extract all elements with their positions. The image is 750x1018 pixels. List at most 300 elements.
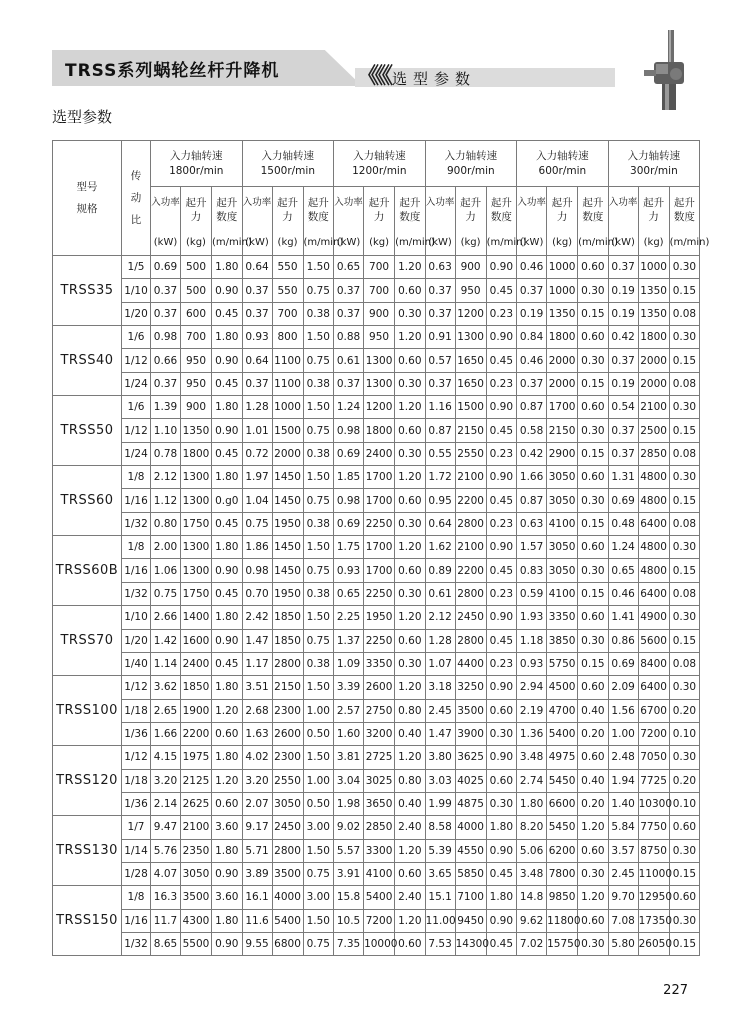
speed-group-label: 入力轴转速: [536, 149, 589, 162]
speed-header: [303, 187, 344, 256]
value-cell: 2400: [181, 652, 212, 675]
value-cell: 1.07: [425, 652, 455, 675]
value-cell: 0.15: [669, 419, 700, 442]
value-cell: 800: [272, 326, 303, 349]
value-cell: 0.95: [425, 489, 455, 512]
value-cell: 11.00: [425, 909, 455, 932]
power-header: [517, 187, 547, 256]
value-cell: 2450: [455, 606, 486, 629]
table-row: [53, 349, 700, 372]
value-cell: 0.60: [578, 536, 609, 559]
value-cell: 2.07: [242, 792, 272, 815]
value-cell: 1.80: [517, 792, 547, 815]
value-cell: 1100: [272, 349, 303, 372]
value-cell: 8750: [638, 839, 669, 862]
value-cell: 0.37: [242, 279, 272, 302]
value-cell: 1.20: [395, 396, 426, 419]
value-cell: 1.80: [486, 886, 517, 909]
value-cell: 7100: [455, 886, 486, 909]
value-cell: 1300: [181, 559, 212, 582]
value-cell: 0.30: [395, 512, 426, 535]
value-cell: 0.90: [486, 536, 517, 559]
value-cell: 700: [364, 279, 395, 302]
speed-header-unit: (m/min): [212, 237, 252, 248]
value-cell: 1.12: [151, 489, 181, 512]
value-cell: 1.39: [151, 396, 181, 419]
value-cell: 0.90: [486, 909, 517, 932]
value-cell: 1.01: [242, 419, 272, 442]
value-cell: 1.20: [578, 816, 609, 839]
value-cell: 1.20: [395, 466, 426, 489]
value-cell: 11800: [547, 909, 578, 932]
ratio-cell: 1/32: [122, 932, 151, 955]
value-cell: 4550: [455, 839, 486, 862]
value-cell: 2.48: [608, 746, 638, 769]
speed-group-header: [151, 141, 243, 187]
value-cell: 3350: [364, 652, 395, 675]
value-cell: 0.60: [669, 816, 700, 839]
value-cell: 0.37: [242, 302, 272, 325]
value-cell: 1.47: [425, 722, 455, 745]
ratio-cell: 1/14: [122, 839, 151, 862]
value-cell: 0.37: [151, 279, 181, 302]
value-cell: 0.75: [303, 862, 334, 885]
power-header-unit: (kW): [153, 237, 178, 248]
value-cell: 17350: [638, 909, 669, 932]
value-cell: 3.48: [517, 862, 547, 885]
value-cell: 3.48: [517, 746, 547, 769]
value-cell: 0.38: [303, 582, 334, 605]
value-cell: 1100: [272, 372, 303, 395]
model-name-cell: TRSS70: [53, 606, 122, 676]
value-cell: 5500: [181, 932, 212, 955]
value-cell: 0.65: [334, 256, 364, 279]
value-cell: 4800: [638, 559, 669, 582]
value-cell: 6400: [638, 676, 669, 699]
value-cell: 1300: [364, 349, 395, 372]
value-cell: 1.50: [303, 396, 334, 419]
table-row: [53, 769, 700, 792]
value-cell: 1700: [547, 396, 578, 419]
value-cell: 1.24: [608, 536, 638, 559]
value-cell: 0.90: [486, 396, 517, 419]
ratio-cell: 1/10: [122, 606, 151, 629]
value-cell: 0.98: [242, 559, 272, 582]
ratio-cell: 1/6: [122, 396, 151, 419]
value-cell: 0.60: [395, 862, 426, 885]
value-cell: 1.50: [303, 676, 334, 699]
speed-header-unit: (m/min): [395, 237, 435, 248]
value-cell: 0.38: [303, 512, 334, 535]
value-cell: 0.30: [395, 372, 426, 395]
value-cell: 1.80: [212, 256, 243, 279]
value-cell: 0.15: [578, 302, 609, 325]
lift-header-unit: (kg): [277, 237, 298, 248]
value-cell: 0.50: [303, 722, 334, 745]
value-cell: 1.94: [608, 769, 638, 792]
value-cell: 1.99: [425, 792, 455, 815]
value-cell: 1.40: [608, 792, 638, 815]
table-row: [53, 816, 700, 839]
model-name-cell: TRSS120: [53, 746, 122, 816]
value-cell: 0.30: [669, 606, 700, 629]
value-cell: 0.30: [578, 932, 609, 955]
value-cell: 1.50: [303, 466, 334, 489]
value-cell: 0.69: [151, 256, 181, 279]
value-cell: 10.5: [334, 909, 364, 932]
value-cell: 0.37: [517, 279, 547, 302]
value-cell: 0.38: [303, 372, 334, 395]
value-cell: 0.15: [578, 442, 609, 465]
value-cell: 0.23: [486, 372, 517, 395]
value-cell: 1.20: [395, 676, 426, 699]
value-cell: 0.58: [517, 419, 547, 442]
value-cell: 0.08: [669, 302, 700, 325]
value-cell: 2.74: [517, 769, 547, 792]
value-cell: 0.30: [578, 279, 609, 302]
value-cell: 1700: [364, 536, 395, 559]
lift-header: [181, 187, 212, 256]
value-cell: 0.69: [608, 489, 638, 512]
model-header: [53, 141, 122, 256]
value-cell: 0.15: [669, 279, 700, 302]
value-cell: 0.61: [425, 582, 455, 605]
value-cell: 700: [181, 326, 212, 349]
value-cell: 0.46: [608, 582, 638, 605]
value-cell: 2350: [181, 839, 212, 862]
speed-header-label: 起升 数度: [582, 197, 604, 223]
table-row: [53, 746, 700, 769]
table-row: [53, 326, 700, 349]
value-cell: 0.20: [578, 792, 609, 815]
value-cell: 0.45: [486, 419, 517, 442]
value-cell: 0.93: [242, 326, 272, 349]
value-cell: 0.87: [425, 419, 455, 442]
value-cell: 0.60: [486, 699, 517, 722]
value-cell: 1450: [272, 489, 303, 512]
value-cell: 1.80: [212, 676, 243, 699]
value-cell: 2150: [547, 419, 578, 442]
lift-header: [455, 187, 486, 256]
value-cell: 0.15: [578, 372, 609, 395]
value-cell: 2850: [638, 442, 669, 465]
value-cell: 2150: [455, 419, 486, 442]
ratio-header: [122, 141, 151, 256]
value-cell: 0.08: [669, 512, 700, 535]
power-header-label: 入功率: [151, 197, 180, 208]
value-cell: 1450: [272, 559, 303, 582]
value-cell: 1.57: [517, 536, 547, 559]
value-cell: 1.80: [212, 396, 243, 419]
value-cell: 1.42: [151, 629, 181, 652]
speed-header: [395, 187, 435, 256]
value-cell: 2250: [364, 512, 395, 535]
value-cell: 6400: [638, 582, 669, 605]
value-cell: 7.53: [425, 932, 455, 955]
value-cell: 3.91: [334, 862, 364, 885]
value-cell: 1.20: [395, 606, 426, 629]
value-cell: 5600: [638, 629, 669, 652]
value-cell: 0.08: [669, 372, 700, 395]
value-cell: 1800: [638, 326, 669, 349]
value-cell: 1300: [181, 536, 212, 559]
ratio-cell: 1/24: [122, 442, 151, 465]
lift-header-unit: (kg): [460, 237, 481, 248]
table-row: [53, 536, 700, 559]
value-cell: 4.15: [151, 746, 181, 769]
value-cell: 0.38: [303, 652, 334, 675]
ratio-cell: 1/18: [122, 769, 151, 792]
value-cell: 1950: [272, 582, 303, 605]
speed-header-unit: (m/min): [303, 237, 344, 248]
value-cell: 1.16: [425, 396, 455, 419]
value-cell: 3.81: [334, 746, 364, 769]
value-cell: 2800: [272, 839, 303, 862]
value-cell: 700: [364, 256, 395, 279]
value-cell: 0.48: [608, 512, 638, 535]
value-cell: 0.90: [486, 466, 517, 489]
value-cell: 7200: [364, 909, 395, 932]
table-row: [53, 722, 700, 745]
value-cell: 0.30: [578, 862, 609, 885]
value-cell: 6600: [547, 792, 578, 815]
value-cell: 2600: [364, 676, 395, 699]
model-name-cell: TRSS100: [53, 676, 122, 746]
value-cell: 2.14: [151, 792, 181, 815]
value-cell: 3.57: [608, 839, 638, 862]
value-cell: 0.45: [212, 512, 243, 535]
value-cell: 1350: [638, 279, 669, 302]
model-name-cell: TRSS60: [53, 466, 122, 536]
value-cell: 8.65: [151, 932, 181, 955]
value-cell: 2550: [272, 769, 303, 792]
value-cell: 1.56: [608, 699, 638, 722]
value-cell: 0.60: [395, 559, 426, 582]
lift-header-label: 起升力: [643, 197, 665, 223]
ratio-cell: 1/5: [122, 256, 151, 279]
ratio-cell: 1/36: [122, 722, 151, 745]
value-cell: 1.17: [242, 652, 272, 675]
value-cell: 1.66: [517, 466, 547, 489]
power-header: [242, 187, 272, 256]
value-cell: 0.23: [486, 582, 517, 605]
value-cell: 0.60: [578, 909, 609, 932]
value-cell: 1.62: [425, 536, 455, 559]
value-cell: 0.30: [669, 326, 700, 349]
value-cell: 1.50: [303, 256, 334, 279]
value-cell: 1.85: [334, 466, 364, 489]
value-cell: 4.07: [151, 862, 181, 885]
lift-header: [364, 187, 395, 256]
value-cell: 4.02: [242, 746, 272, 769]
value-cell: 1000: [638, 256, 669, 279]
value-cell: 0.30: [669, 536, 700, 559]
value-cell: 1950: [364, 606, 395, 629]
value-cell: 0.78: [151, 442, 181, 465]
value-cell: 1.18: [517, 629, 547, 652]
power-header-unit: (kW): [428, 237, 452, 248]
lift-header-unit: (kg): [643, 237, 664, 248]
value-cell: 2.09: [608, 676, 638, 699]
ratio-cell: 1/8: [122, 886, 151, 909]
value-cell: 0.80: [151, 512, 181, 535]
value-cell: 950: [181, 349, 212, 372]
power-header-unit: (kW): [336, 237, 361, 248]
value-cell: 2550: [455, 442, 486, 465]
value-cell: 3850: [547, 629, 578, 652]
value-cell: 1000: [547, 279, 578, 302]
value-cell: 0.37: [151, 302, 181, 325]
value-cell: 950: [455, 279, 486, 302]
value-cell: 1.80: [212, 839, 243, 862]
power-header: [151, 187, 181, 256]
value-cell: 0.37: [608, 419, 638, 442]
power-header-label: 入功率: [242, 197, 272, 208]
lift-header: [547, 187, 578, 256]
value-cell: 0.23: [486, 652, 517, 675]
value-cell: 9850: [547, 886, 578, 909]
value-cell: 3.04: [334, 769, 364, 792]
value-cell: 0.45: [486, 279, 517, 302]
value-cell: 2850: [364, 816, 395, 839]
value-cell: 0.37: [517, 372, 547, 395]
value-cell: 2100: [638, 396, 669, 419]
value-cell: 1.66: [151, 722, 181, 745]
value-cell: 16.3: [151, 886, 181, 909]
value-cell: 3.60: [212, 886, 243, 909]
value-cell: 4000: [272, 886, 303, 909]
value-cell: 1.31: [608, 466, 638, 489]
table-row: [53, 489, 700, 512]
power-header-label: 入功率: [425, 197, 455, 208]
value-cell: 2000: [272, 442, 303, 465]
value-cell: 1.93: [517, 606, 547, 629]
model-name-cell: TRSS60B: [53, 536, 122, 606]
power-header-unit: (kW): [611, 237, 635, 248]
value-cell: 0.15: [669, 629, 700, 652]
value-cell: 1750: [181, 512, 212, 535]
lift-header: [638, 187, 669, 256]
value-cell: 0.88: [334, 326, 364, 349]
value-cell: 0.75: [151, 582, 181, 605]
value-cell: 1700: [364, 559, 395, 582]
value-cell: 1300: [455, 326, 486, 349]
value-cell: 3350: [547, 606, 578, 629]
value-cell: 0.37: [425, 372, 455, 395]
value-cell: 5.39: [425, 839, 455, 862]
value-cell: 3.18: [425, 676, 455, 699]
value-cell: 2200: [455, 559, 486, 582]
lift-header-unit: (kg): [369, 237, 390, 248]
value-cell: 0.50: [303, 792, 334, 815]
value-cell: 0.30: [395, 652, 426, 675]
value-cell: 0.63: [425, 256, 455, 279]
value-cell: 9.17: [242, 816, 272, 839]
value-cell: 0.30: [578, 349, 609, 372]
value-cell: 0.40: [395, 792, 426, 815]
value-cell: 2600: [272, 722, 303, 745]
value-cell: 0.45: [486, 559, 517, 582]
value-cell: 4100: [547, 512, 578, 535]
value-cell: 0.37: [608, 442, 638, 465]
value-cell: 3900: [455, 722, 486, 745]
value-cell: 0.45: [486, 862, 517, 885]
value-cell: 10000: [364, 932, 395, 955]
value-cell: 26050: [638, 932, 669, 955]
value-cell: 4900: [638, 606, 669, 629]
value-cell: 1.80: [212, 606, 243, 629]
value-cell: 0.15: [578, 582, 609, 605]
value-cell: 1650: [455, 349, 486, 372]
value-cell: 3650: [364, 792, 395, 815]
value-cell: 0.g0: [212, 489, 243, 512]
model-header-text: 型号: [76, 181, 98, 193]
value-cell: 0.75: [303, 629, 334, 652]
value-cell: 5400: [547, 722, 578, 745]
lift-header-label: 起升力: [185, 197, 207, 223]
value-cell: 0.54: [608, 396, 638, 419]
table-row: [53, 582, 700, 605]
value-cell: 0.10: [669, 722, 700, 745]
ratio-cell: 1/12: [122, 676, 151, 699]
value-cell: 0.23: [486, 442, 517, 465]
table-row: [53, 606, 700, 629]
value-cell: 0.59: [517, 582, 547, 605]
value-cell: 0.37: [334, 372, 364, 395]
value-cell: 0.57: [425, 349, 455, 372]
value-cell: 2.25: [334, 606, 364, 629]
value-cell: 2.45: [425, 699, 455, 722]
value-cell: 1975: [181, 746, 212, 769]
ratio-cell: 1/16: [122, 559, 151, 582]
value-cell: 500: [181, 279, 212, 302]
value-cell: 0.30: [669, 256, 700, 279]
value-cell: 0.19: [608, 302, 638, 325]
value-cell: 8.58: [425, 816, 455, 839]
ratio-cell: 1/12: [122, 349, 151, 372]
value-cell: 0.98: [151, 326, 181, 349]
value-cell: 5.06: [517, 839, 547, 862]
value-cell: 0.90: [486, 676, 517, 699]
value-cell: 0.75: [303, 489, 334, 512]
value-cell: 1.20: [578, 886, 609, 909]
value-cell: 1200: [455, 302, 486, 325]
value-cell: 1.36: [517, 722, 547, 745]
value-cell: 9.55: [242, 932, 272, 955]
value-cell: 1.00: [303, 699, 334, 722]
value-cell: 7.08: [608, 909, 638, 932]
value-cell: 1.20: [395, 256, 426, 279]
value-cell: 0.08: [669, 652, 700, 675]
speed-group-label: 入力轴转速: [170, 149, 223, 162]
value-cell: 0.30: [486, 722, 517, 745]
value-cell: 1.50: [303, 606, 334, 629]
model-name-cell: TRSS35: [53, 256, 122, 326]
value-cell: 1650: [455, 372, 486, 395]
value-cell: 0.90: [212, 862, 243, 885]
value-cell: 1.20: [395, 839, 426, 862]
value-cell: 0.37: [425, 302, 455, 325]
value-cell: 2150: [272, 676, 303, 699]
speed-group-header: [242, 141, 334, 187]
value-cell: 0.30: [395, 582, 426, 605]
ratio-cell: 1/18: [122, 699, 151, 722]
value-cell: 2000: [547, 372, 578, 395]
value-cell: 1.00: [303, 769, 334, 792]
value-cell: 9.70: [608, 886, 638, 909]
value-cell: 0.72: [242, 442, 272, 465]
speed-header: [212, 187, 252, 256]
